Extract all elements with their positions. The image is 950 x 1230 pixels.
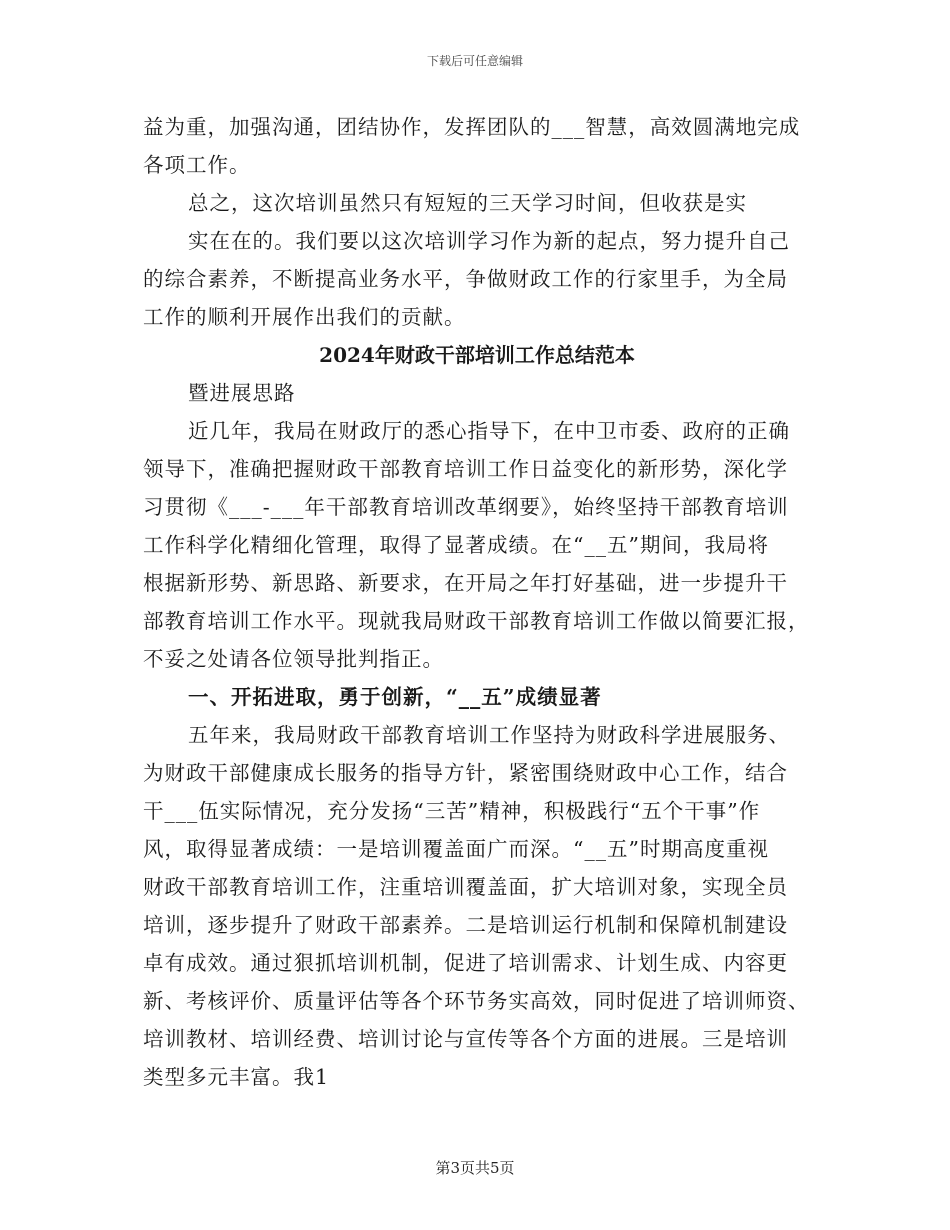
paragraph-line: 不妥之处请各位领导批判指正。	[143, 647, 444, 671]
paragraph-line: 五年来，我局财政干部教育培训工作坚持为财政科学进展服务、	[188, 723, 790, 747]
paragraph-line: 习贯彻《___-___年干部教育培训改革纲要》，始终坚持干部教育培训	[143, 495, 789, 519]
paragraph-line: 总之，这次培训虽然只有短短的三天学习时间，但收获是实	[188, 191, 747, 215]
download-note: 下载后可任意编辑	[426, 54, 523, 68]
paragraph-line: 根据新形势、新思路、新要求，在开局之年打好基础，进一步提升干	[143, 571, 788, 595]
paragraph-line: 的综合素养，不断提高业务水平，争做财政工作的行家里手，为全局	[143, 267, 788, 291]
page-number: 第3页共5页	[435, 1159, 515, 1177]
paragraph-line: 风，取得显著成绩：一是培训覆盖面广而深。“__五”时期高度重视	[143, 837, 769, 861]
paragraph-line: 卓有成效。通过狠抓培训机制，促进了培训需求、计划生成、内容更	[143, 951, 788, 975]
paragraph-line: 新、考核评价、质量评估等各个环节务实高效，同时促进了培训师资、	[143, 989, 810, 1013]
paragraph-line: 类型多元丰富。我1	[143, 1065, 330, 1089]
paragraph-line: 实在在的。我们要以这次培训学习作为新的起点，努力提升自己	[188, 229, 790, 253]
paragraph-line: 近几年，我局在财政厅的悉心指导下，在中卫市委、政府的正确	[188, 419, 790, 443]
paragraph-line: 部教育培训工作水平。现就我局财政干部教育培训工作做以简要汇报，	[143, 609, 810, 633]
paragraph-line: 培训，逐步提升了财政干部素养。二是培训运行机制和保障机制建设	[143, 913, 788, 937]
paragraph-line: 工作科学化精细化管理，取得了显著成绩。在“__五”期间，我局将	[143, 533, 769, 557]
paragraph-line: 益为重，加强沟通，团结协作，发挥团队的___智慧，高效圆满地完成	[143, 115, 801, 139]
paragraph-line: 培训教材、培训经费、培训讨论与宣传等各个方面的进展。三是培训	[143, 1027, 788, 1051]
document-body	[143, 108, 811, 1096]
paragraph-line: 领导下，准确把握财政干部教育培训工作日益变化的新形势，深化学	[143, 457, 788, 481]
document-subtitle: 暨进展思路	[188, 381, 296, 405]
paragraph-line: 为财政干部健康成长服务的指导方针，紧密围绕财政中心工作，结合	[143, 761, 788, 785]
section-heading: 一、开拓进取，勇于创新，“__五”成绩显著	[188, 685, 602, 709]
paragraph-line: 干___伍实际情况，充分发扬“三苦”精神，积极践行“五个干事”作	[143, 799, 761, 823]
paragraph-line: 各项工作。	[143, 153, 251, 177]
document-title: 2024年财政干部培训工作总结范本	[319, 343, 635, 367]
paragraph-line: 工作的顺利开展作出我们的贡献。	[143, 305, 466, 329]
paragraph-line: 财政干部教育培训工作，注重培训覆盖面，扩大培训对象，实现全员	[143, 875, 788, 899]
